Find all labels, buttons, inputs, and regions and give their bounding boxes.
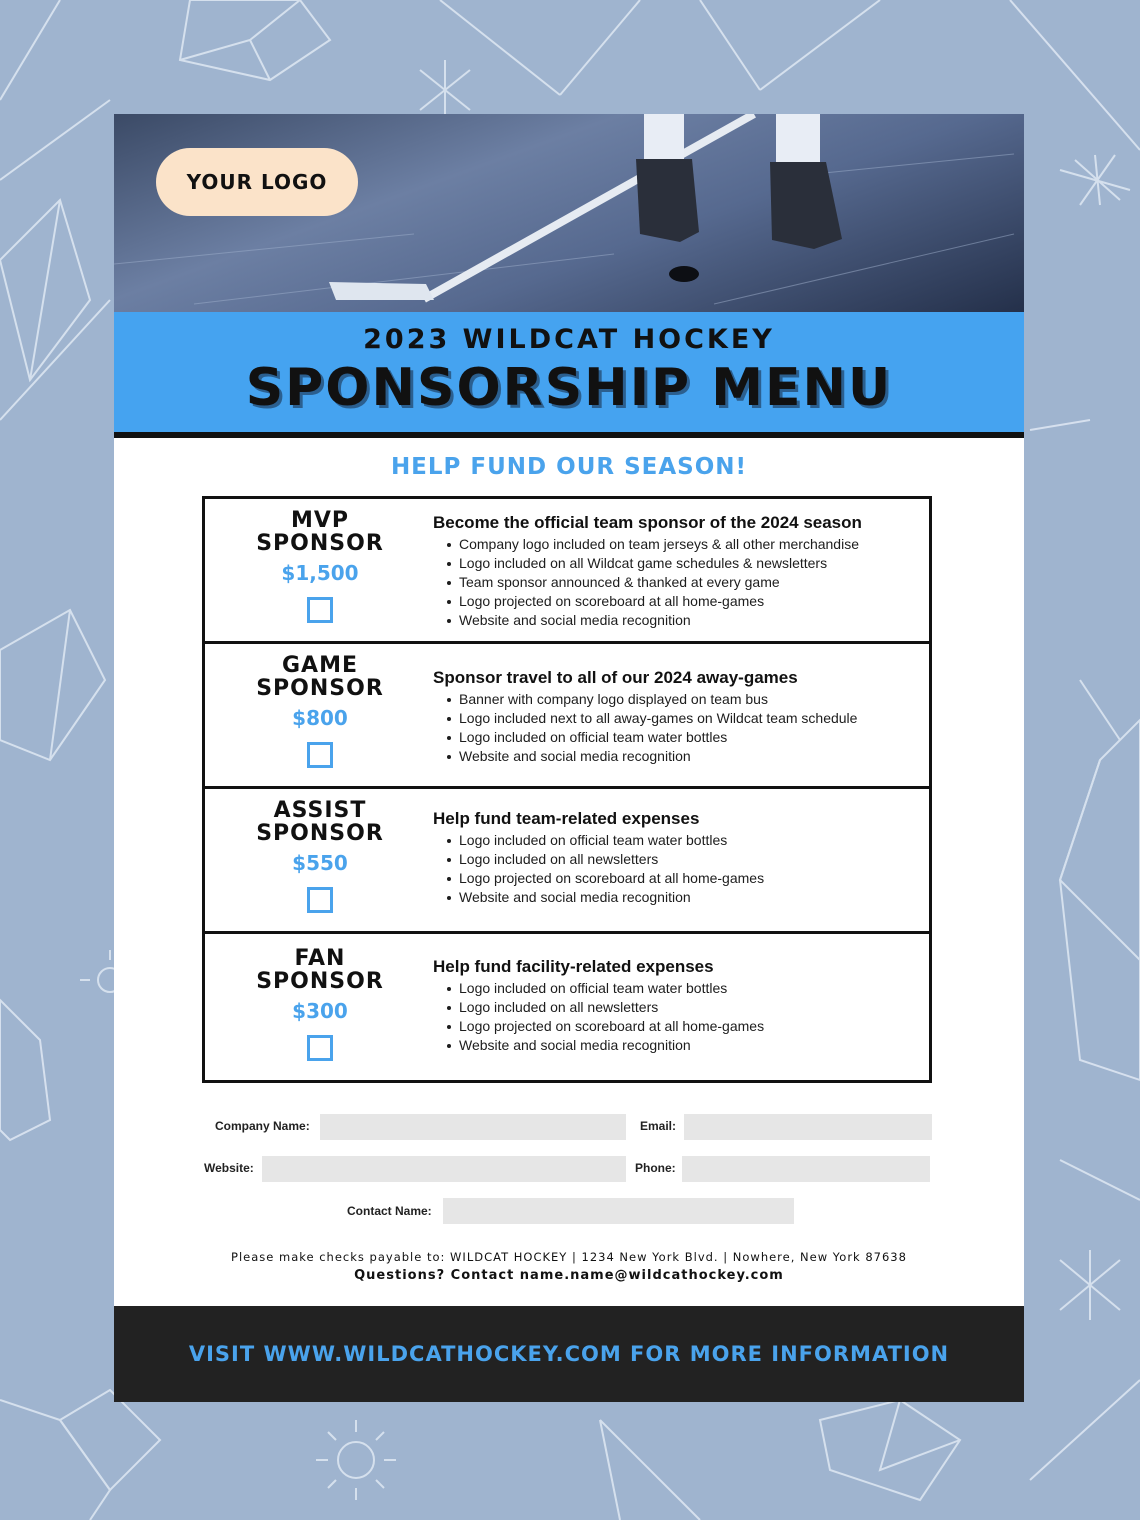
tier-mvp: [205, 499, 929, 644]
tier-checkbox[interactable]: [307, 597, 333, 623]
tier-name-line2: SPONSOR: [256, 531, 384, 556]
contact-email-line: Questions? Contact name.name@wildcathockey.com: [354, 1268, 784, 1283]
contact-name-field[interactable]: [443, 1198, 794, 1224]
title-banner: [114, 312, 1024, 438]
list-item: Website and social media recognition: [445, 747, 857, 766]
tier-name: [215, 509, 425, 555]
sponsorship-flyer: [114, 114, 1024, 1402]
list-item: Logo included on all newsletters: [445, 850, 764, 869]
tier-price: $800: [292, 706, 348, 730]
tier-heading: Help fund facility-related expenses: [433, 957, 714, 976]
tier-benefits: [445, 690, 857, 766]
tier-name: [215, 947, 425, 993]
tier-game: [205, 644, 929, 789]
company-name-label: Company Name:: [215, 1119, 310, 1133]
tier-heading: Sponsor travel to all of our 2024 away-games: [433, 668, 798, 687]
list-item: Website and social media recognition: [445, 611, 859, 630]
event-subtitle: 2023 WILDCAT HOCKEY: [363, 324, 775, 355]
list-item: Logo included on official team water bottles: [445, 831, 764, 850]
list-item: Website and social media recognition: [445, 888, 764, 907]
list-item: Company logo included on team jerseys & all other merchandise: [445, 535, 859, 554]
puck-icon: [669, 266, 699, 282]
tier-assist: [205, 789, 929, 934]
list-item: Logo included next to all away-games on Wildcat team schedule: [445, 709, 857, 728]
website-label: Website:: [204, 1161, 254, 1175]
list-item: Logo projected on scoreboard at all home-games: [445, 592, 859, 611]
player-leg-right: [776, 114, 820, 162]
tier-price: $300: [292, 999, 348, 1023]
tier-checkbox[interactable]: [307, 1035, 333, 1061]
tagline: HELP FUND OUR SEASON!: [390, 454, 748, 480]
tier-benefits: [445, 831, 764, 907]
tier-name-line1: ASSIST: [273, 798, 367, 823]
skate-right-icon: [770, 162, 842, 249]
tier-name: [215, 799, 425, 845]
tier-name-line1: GAME: [281, 653, 358, 678]
list-item: Logo included on all newsletters: [445, 998, 764, 1017]
hero-photo: [114, 114, 1024, 312]
payment-instructions: Please make checks payable to: WILDCAT HOCKEY | 1234 New York Blvd. | Nowhere, New York 87638: [231, 1250, 907, 1264]
tier-price: $1,500: [281, 561, 359, 585]
logo-placeholder: YOUR LOGO: [156, 148, 358, 216]
list-item: Logo included on official team water bottles: [445, 979, 764, 998]
tier-name-line2: SPONSOR: [256, 676, 384, 701]
tier-name: [215, 654, 425, 700]
tiers-table: [202, 496, 932, 1083]
list-item: Logo included on all Wildcat game schedules & newsletters: [445, 554, 859, 573]
contact-name-label: Contact Name:: [347, 1204, 432, 1218]
skate-left-icon: [636, 159, 699, 242]
list-item: Banner with company logo displayed on team bus: [445, 690, 857, 709]
tier-fan: [205, 935, 929, 1080]
tier-name-line2: SPONSOR: [256, 821, 384, 846]
tier-price: $550: [292, 851, 348, 875]
company-name-field[interactable]: [320, 1114, 626, 1140]
player-leg-left: [644, 114, 684, 159]
tier-benefits: [445, 535, 859, 630]
tier-checkbox[interactable]: [307, 742, 333, 768]
footer-banner: [114, 1306, 1024, 1402]
tier-checkbox[interactable]: [307, 887, 333, 913]
phone-label: Phone:: [635, 1161, 676, 1175]
list-item: Logo included on official team water bottles: [445, 728, 857, 747]
tier-name-line1: MVP: [290, 508, 350, 533]
website-field[interactable]: [262, 1156, 626, 1182]
tier-heading: Help fund team-related expenses: [433, 809, 700, 828]
email-field[interactable]: [684, 1114, 932, 1140]
list-item: Logo projected on scoreboard at all home-games: [445, 869, 764, 888]
list-item: Logo projected on scoreboard at all home-games: [445, 1017, 764, 1036]
stick-blade: [329, 282, 434, 300]
tier-heading: Become the official team sponsor of the 2024 season: [433, 513, 862, 532]
list-item: Team sponsor announced & thanked at every game: [445, 573, 859, 592]
tier-name-line1: FAN: [294, 946, 346, 971]
tier-name-line2: SPONSOR: [256, 969, 384, 994]
footer-website-text: VISIT WWW.WILDCATHOCKEY.COM FOR MORE INFORMATION: [188, 1342, 950, 1366]
email-label: Email:: [640, 1119, 677, 1133]
hockey-stick-icon: [424, 114, 754, 299]
page-title: SPONSORSHIP MENU: [245, 358, 893, 418]
phone-field[interactable]: [682, 1156, 930, 1182]
list-item: Website and social media recognition: [445, 1036, 764, 1055]
tier-benefits: [445, 979, 764, 1055]
